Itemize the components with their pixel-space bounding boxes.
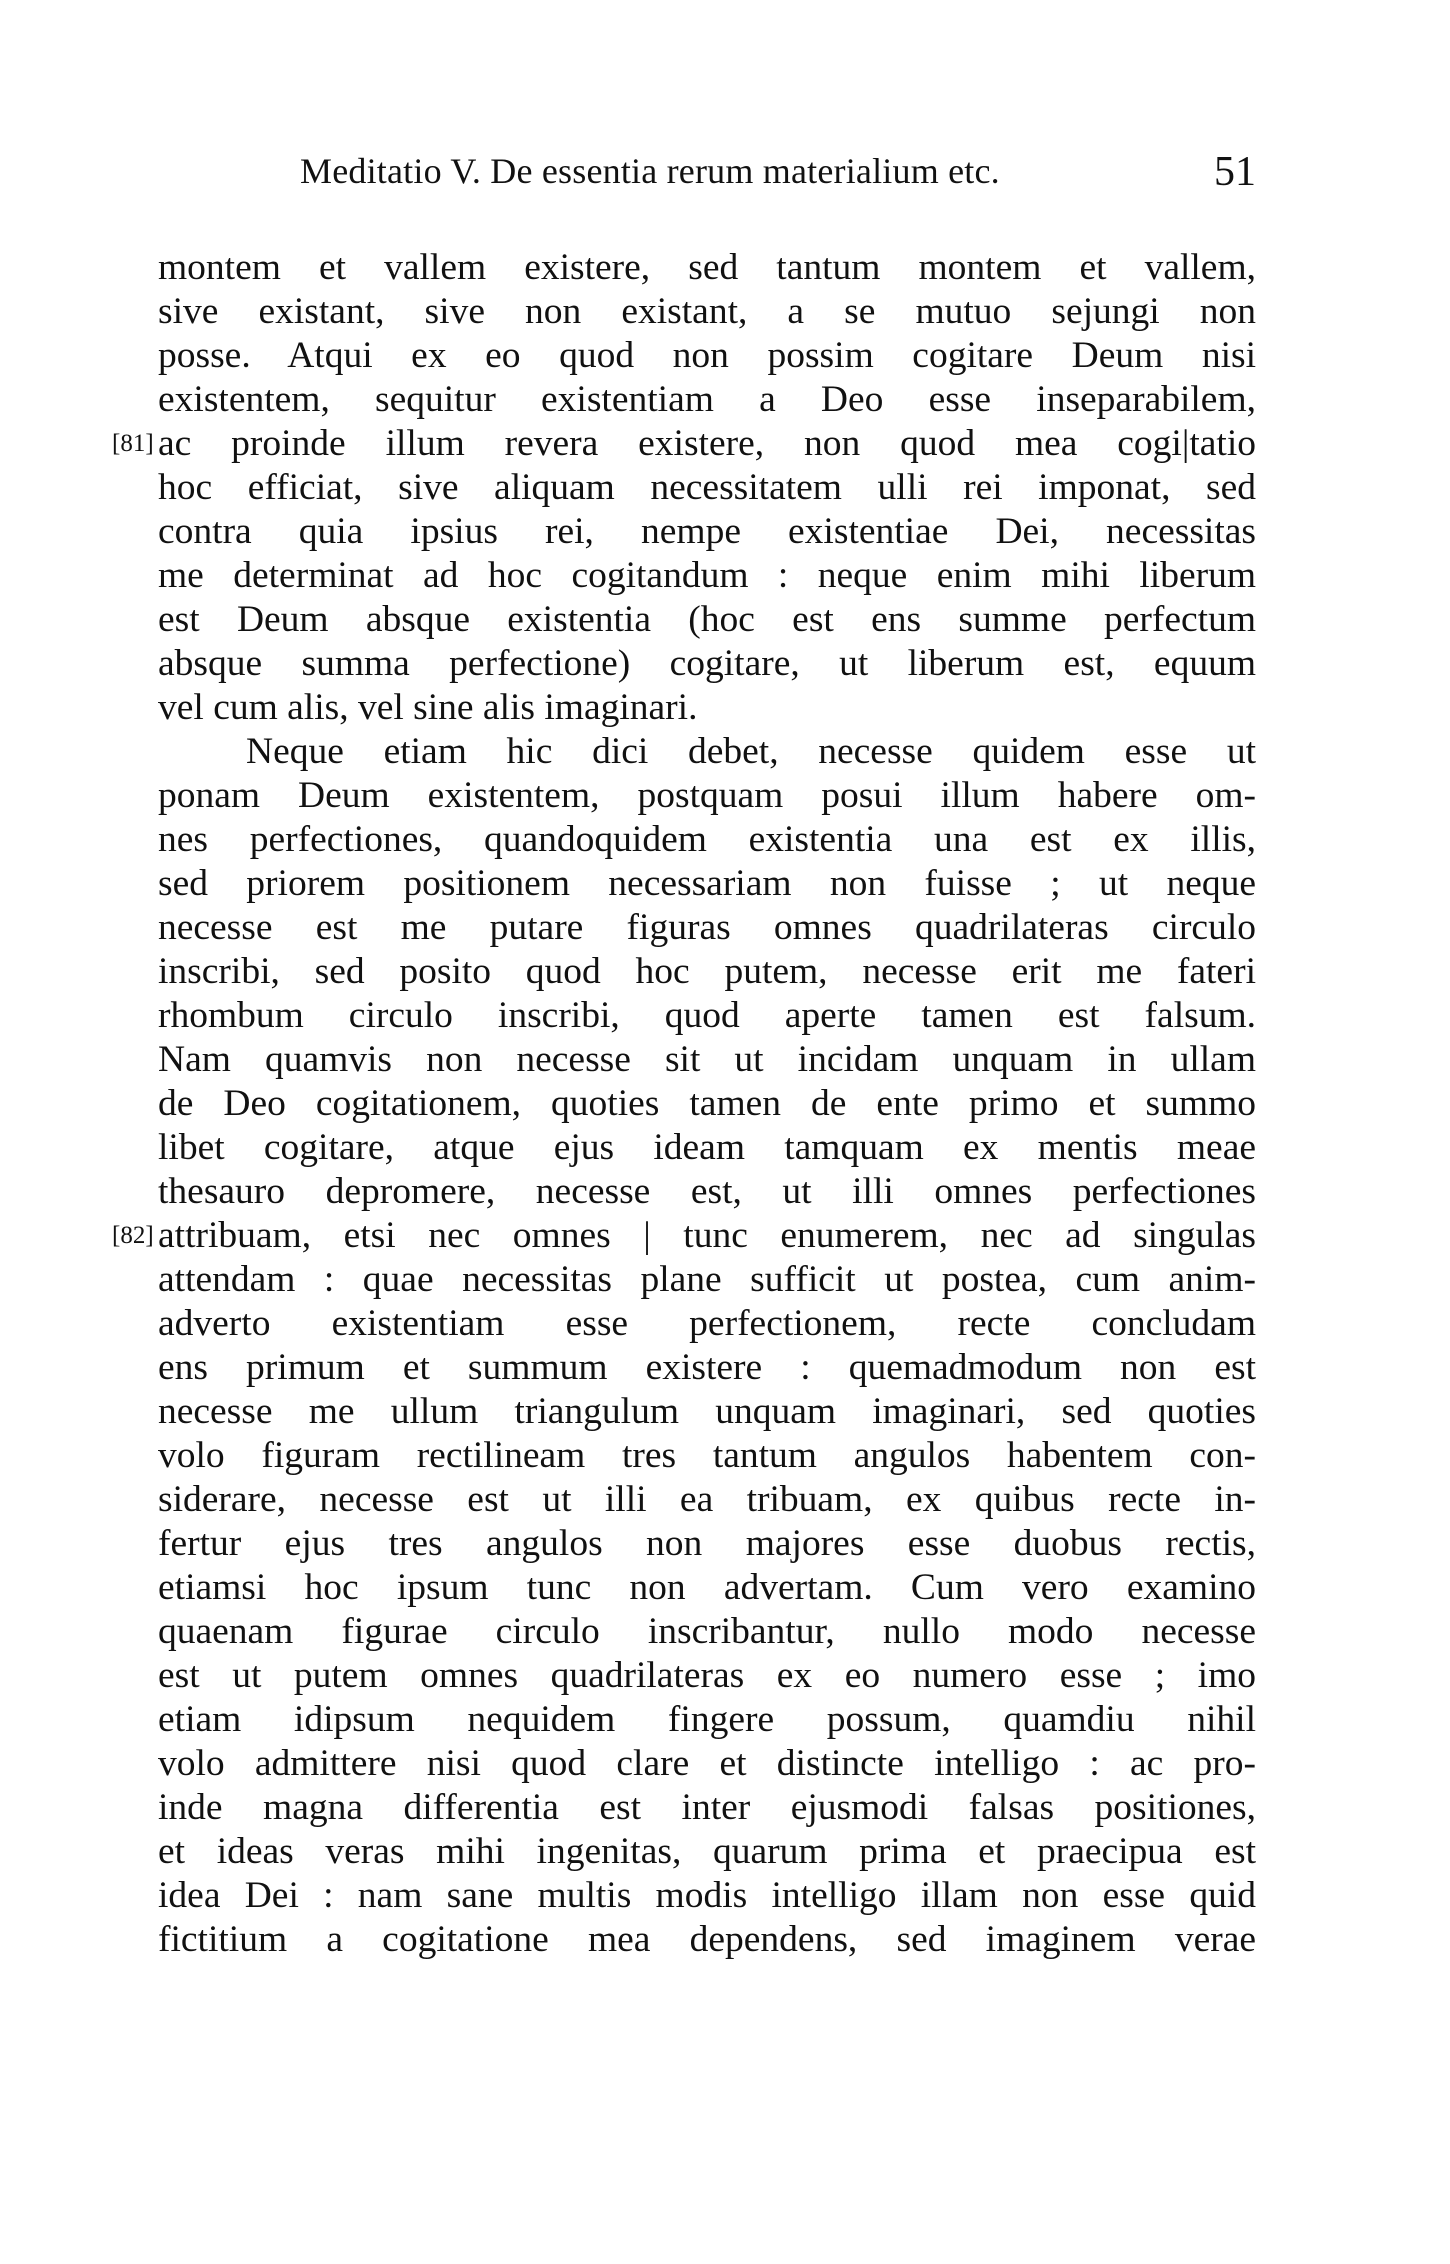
text-line: siderare, necesse est ut illi ea tribuam, ex quibus recte in- bbox=[158, 1479, 1256, 1520]
text-line: Nam quamvis non necesse sit ut incidam unquam in ullam bbox=[158, 1039, 1256, 1080]
text-line: ponam Deum existentem, postquam posui illum habere om- bbox=[158, 775, 1256, 816]
text-line: est Deum absque existentia (hoc est ens summe perfectum bbox=[158, 599, 1256, 640]
text-line: et ideas veras mihi ingenitas, quarum prima et praecipua est bbox=[158, 1831, 1256, 1872]
text-line: vel cum alis, vel sine alis imaginari. bbox=[158, 687, 698, 728]
text-line: sive existant, sive non existant, a se mutuo sejungi non bbox=[158, 291, 1256, 332]
text-line: adverto existentiam esse perfectionem, recte concludam bbox=[158, 1303, 1256, 1344]
text-line: posse. Atqui ex eo quod non possim cogitare Deum nisi bbox=[158, 335, 1256, 376]
text-line: ens primum et summum existere : quemadmodum non est bbox=[158, 1347, 1256, 1388]
text-line: necesse me ullum triangulum unquam imaginari, sed quoties bbox=[158, 1391, 1256, 1432]
text-line: me determinat ad hoc cogitandum : neque enim mihi liberum bbox=[158, 555, 1256, 596]
text-line: nes perfectiones, quandoquidem existentia una est ex illis, bbox=[158, 819, 1256, 860]
text-line: montem et vallem existere, sed tantum montem et vallem, bbox=[158, 247, 1256, 288]
margin-page-marker: [81] bbox=[112, 430, 154, 457]
text-line: volo admittere nisi quod clare et distincte intelligo : ac pro- bbox=[158, 1743, 1256, 1784]
text-line: sed priorem positionem necessariam non fuisse ; ut neque bbox=[158, 863, 1256, 904]
text-line: est ut putem omnes quadrilateras ex eo numero esse ; imo bbox=[158, 1655, 1256, 1696]
text-line: contra quia ipsius rei, nempe existentiae Dei, necessitas bbox=[158, 511, 1256, 552]
text-line: idea Dei : nam sane multis modis intelligo illam non esse quid bbox=[158, 1875, 1256, 1916]
text-line: inde magna differentia est inter ejusmodi falsas positiones, bbox=[158, 1787, 1256, 1828]
text-line: attribuam, etsi nec omnes | tunc enumerem, nec ad singulas bbox=[158, 1215, 1256, 1256]
page-number: 51 bbox=[1214, 149, 1256, 195]
text-line: Neque etiam hic dici debet, necesse quidem esse ut bbox=[246, 731, 1256, 772]
text-line: fertur ejus tres angulos non majores esse duobus rectis, bbox=[158, 1523, 1256, 1564]
text-line: hoc efficiat, sive aliquam necessitatem ulli rei imponat, sed bbox=[158, 467, 1256, 508]
text-line: rhombum circulo inscribi, quod aperte tamen est falsum. bbox=[158, 995, 1256, 1036]
running-header bbox=[300, 150, 1256, 200]
text-line: fictitium a cogitatione mea dependens, sed imaginem verae bbox=[158, 1919, 1256, 1960]
text-line: etiamsi hoc ipsum tunc non advertam. Cum vero examino bbox=[158, 1567, 1256, 1608]
running-title: Meditatio V. De essentia rerum materialium etc. bbox=[300, 151, 1000, 191]
text-line: libet cogitare, atque ejus ideam tamquam ex mentis meae bbox=[158, 1127, 1256, 1168]
text-line: absque summa perfectione) cogitare, ut liberum est, equum bbox=[158, 643, 1256, 684]
text-line: necesse est me putare figuras omnes quadrilateras circulo bbox=[158, 907, 1256, 948]
text-line: quaenam figurae circulo inscribantur, nullo modo necesse bbox=[158, 1611, 1256, 1652]
text-line: existentem, sequitur existentiam a Deo esse inseparabilem, bbox=[158, 379, 1256, 420]
text-line: etiam idipsum nequidem fingere possum, quamdiu nihil bbox=[158, 1699, 1256, 1740]
text-line: ac proinde illum revera existere, non quod mea cogi|tatio bbox=[158, 423, 1256, 464]
text-line: inscribi, sed posito quod hoc putem, necesse erit me fateri bbox=[158, 951, 1256, 992]
text-line: attendam : quae necessitas plane sufficit ut postea, cum anim- bbox=[158, 1259, 1256, 1300]
margin-page-marker: [82] bbox=[112, 1222, 154, 1249]
text-line: volo figuram rectilineam tres tantum angulos habentem con- bbox=[158, 1435, 1256, 1476]
text-line: thesauro depromere, necesse est, ut illi omnes perfectiones bbox=[158, 1171, 1256, 1212]
text-line: de Deo cogitationem, quoties tamen de ente primo et summo bbox=[158, 1083, 1256, 1124]
